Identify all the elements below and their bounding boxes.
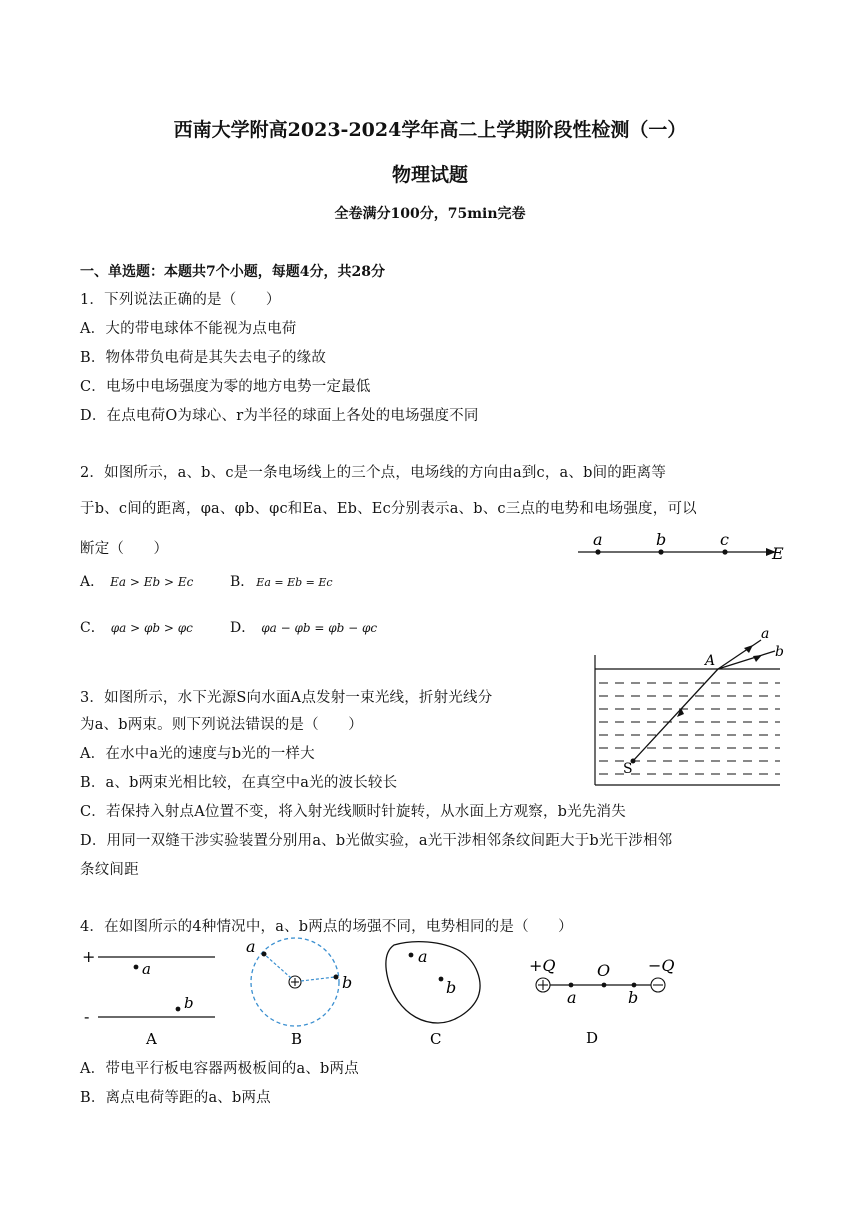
q2-option-c: C． φa > φb > φc [80, 620, 193, 636]
q2-point-a [595, 549, 600, 554]
q2-point-b-label: b [656, 530, 667, 549]
q4-fig-label-d: D [586, 1029, 599, 1047]
svg-text:b: b [342, 973, 353, 992]
q3-option-c: C．若保持入射点A位置不变，将入射光线顺时针旋转，从水面上方观察，b光先消失 [80, 804, 626, 820]
q2-stem-line2: 于b、c间的距离，φa、φb、φc和Ea、Eb、Ec分别表示a、b、c三点的电势和电场强度，可以 [80, 501, 697, 517]
svg-text:a: a [418, 947, 428, 966]
q2-field-label: E [772, 544, 784, 563]
q2-option-a: A． Ea > Eb > Ec [80, 574, 194, 590]
q2-option-b: B． Ea = Eb = Ec [230, 574, 333, 590]
svg-text:a: a [567, 988, 577, 1007]
q4-a-plus-label: + [82, 947, 96, 966]
q2-stem-line3: 断定（ ） [80, 541, 169, 557]
q3-stem-line1: 3．如图所示，水下光源S向水面A点发射一束光线，折射光线分 [80, 690, 493, 706]
q4-a-minus-label: - [84, 1007, 90, 1026]
q4-option-a: A．带电平行板电容器两极板间的a、b两点 [80, 1061, 359, 1077]
q4-figure-c-conductor [380, 935, 490, 1048]
q4-fig-label-b: B [291, 1030, 303, 1048]
q3-option-b: B．a、b两束光相比较，在真空中a光的波长较长 [80, 775, 398, 791]
q4-figure-d-dipole [525, 952, 685, 1048]
q1-option-b: B．物体带负电荷是其失去电子的缘故 [80, 350, 327, 366]
q3-ray-a-label: a [761, 626, 770, 642]
q4-option-b: B．离点电荷等距的a、b两点 [80, 1090, 271, 1106]
svg-text:−Q: −Q [648, 956, 675, 975]
q3-option-d-line2: 条纹间距 [80, 862, 139, 878]
q3-refraction-figure [585, 623, 785, 788]
section-heading: 一、单选题：本题共7个小题，每题4分，共28分 [80, 264, 385, 280]
q3-ray-b-label: b [775, 644, 784, 660]
q2-point-a-label: a [593, 530, 603, 549]
q4-fig-label-a: A [146, 1030, 157, 1048]
svg-text:+Q: +Q [529, 956, 556, 975]
svg-text:a: a [142, 960, 151, 978]
q4-stem: 4．在如图所示的4种情况中，a、b两点的场强不同，电势相同的是（ ） [80, 919, 573, 935]
q3-option-d-line1: D．用同一双缝干涉实验装置分别用a、b光做实验，a光干涉相邻条纹间距大于b光干涉相邻 [80, 833, 673, 849]
q3-option-a: A．在水中a光的速度与b光的一样大 [80, 746, 315, 762]
q4-fig-label-c: C [430, 1030, 442, 1048]
subject-title: 物理试题 [391, 164, 468, 186]
svg-text:b: b [628, 988, 639, 1007]
q2-stem-line1: 2．如图所示，a、b、c是一条电场线上的三个点，电场线的方向由a到c，a、b间的距离等 [80, 465, 667, 481]
q4-figure-b-point-charge [240, 935, 355, 1048]
q1-option-c: C．电场中电场强度为零的地方电势一定最低 [80, 379, 371, 395]
q3-point-a-label: A [705, 653, 716, 669]
q4-figure-a-capacitor [78, 940, 223, 1048]
q2-option-d: D． φa − φb = φb − φc [230, 620, 378, 636]
svg-text:b: b [446, 978, 457, 997]
q1-option-d: D．在点电荷O为球心、r为半径的球面上各处的电场强度不同 [80, 408, 479, 424]
svg-text:O: O [597, 961, 611, 980]
q1-stem: 1．下列说法正确的是（ ） [80, 292, 281, 308]
document-title: 西南大学附高2023-2024学年高二上学期阶段性检测（一） [173, 119, 687, 141]
exam-info: 全卷满分100分，75min完卷 [334, 206, 526, 222]
q3-source-label: S [623, 761, 633, 777]
q1-option-a: A．大的带电球体不能视为点电荷 [80, 321, 297, 337]
q2-point-c-label: c [720, 530, 729, 549]
q3-stem-line2: 为a、b两束。则下列说法错误的是（ ） [80, 717, 363, 733]
q2-point-c [722, 549, 727, 554]
q2-field-line-figure [570, 528, 790, 564]
svg-text:b: b [184, 994, 194, 1012]
svg-text:a: a [246, 937, 256, 956]
q2-point-b [658, 549, 663, 554]
